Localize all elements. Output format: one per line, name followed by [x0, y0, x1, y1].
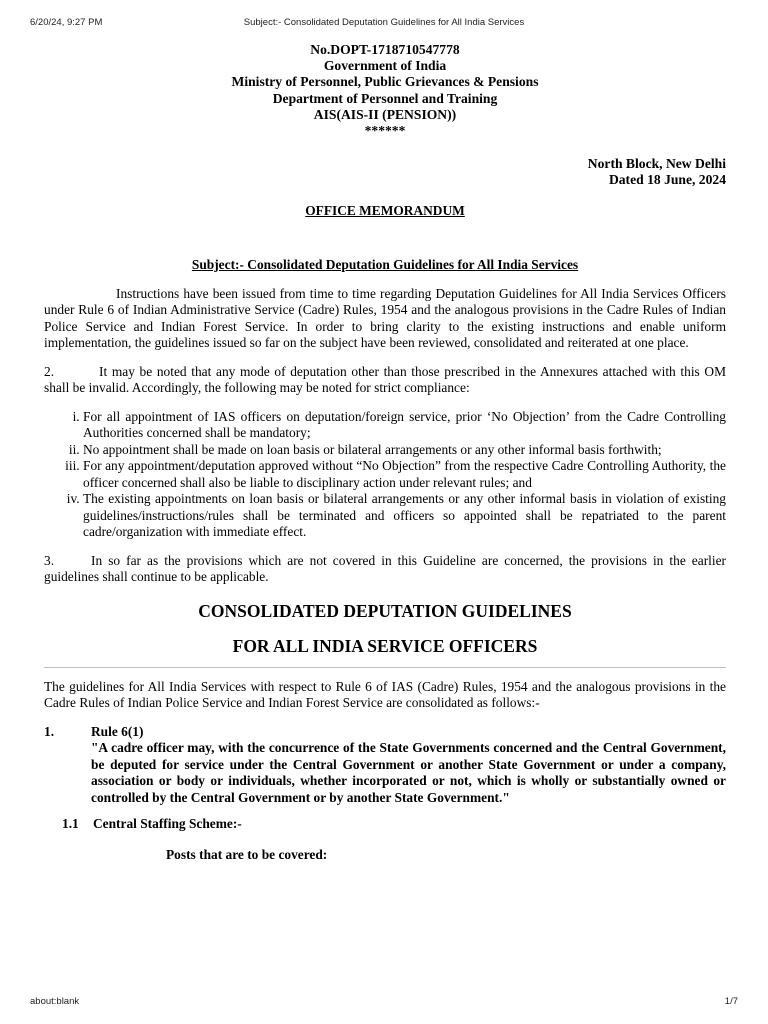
guidelines-subheading: FOR ALL INDIA SERVICE OFFICERS: [232, 635, 538, 656]
section-1-1-title: Central Staffing Scheme:-: [93, 816, 242, 832]
letterhead: [44, 42, 726, 139]
rule-title: Rule 6(1): [91, 723, 144, 739]
rule-quote: "A cadre officer may, with the concurrence of the State Governments concerned and the Central Government, be deputed for service under the Central Government or another State Government or under a company, association or body or individuals, whether incorporated or not, which is wholly or substantially owned or controlled by the Central Government or by another State Government.": [91, 740, 726, 805]
paragraph-3-number: 3.: [44, 552, 55, 568]
paragraph-3-text: In so far as the provisions which are not covered in this Guideline are concerned, the provisions in the earlier guidelines shall continue to be applicable.: [44, 552, 726, 585]
date: Dated 18 June, 2024: [608, 172, 726, 188]
document-number: No.DOPT-1718710547778: [310, 42, 460, 57]
print-page-title: Subject:- Consolidated Deputation Guidelines for All India Services: [243, 17, 525, 28]
print-footer: [0, 996, 768, 1010]
divider: [44, 667, 726, 668]
compliance-item: iii. For any appointment/deputation approved without “No Objection” from the respective Cadre Controlling Authority, the officer concerned shall also be liable to disciplinary action under relevant rules; and: [83, 458, 726, 491]
print-url: about:blank: [30, 996, 80, 1007]
paragraph-2-text: It may be noted that any mode of deputation other than those prescribed in the Annexures attached with this OM shall be invalid. Accordingly, the following may be noted for strict compliance:: [44, 363, 726, 396]
rule-number: 1.: [44, 723, 55, 739]
print-header: [0, 17, 768, 31]
compliance-item: iv. The existing appointments on loan basis or bilateral arrangements or any other informal basis in violation of existing guidelines/instructions/rules shall be terminated and officers so appointed shall be repatriated to the parent cadre/organization with immediate effect.: [83, 491, 726, 541]
rule-6-1: [44, 724, 726, 807]
compliance-item: ii. No appointment shall be made on loan basis or bilateral arrangements or any other informal basis forthwith;: [83, 442, 726, 459]
guidelines-intro: The guidelines for All India Services with respect to Rule 6 of IAS (Cadre) Rules, 1954 and the analogous provisions in the Cadre Rules of Indian Police Service and Indian Forest Service are consolidated as follows:-: [44, 678, 726, 711]
section-1-1: [62, 816, 726, 833]
guidelines-heading: CONSOLIDATED DEPUTATION GUIDELINES: [198, 600, 572, 621]
paragraph-1: Instructions have been issued from time to time regarding Deputation Guidelines for All India Services Officers under Rule 6 of Indian Administrative Service (Cadre) Rules, 1954 and the analogous provisions in the Cadre Rules of Indian Police Service and Indian Forest Service. In order to bring clarity to the existing instructions and enable uniform implementation, the guidelines issued so far on the subject have been reviewed, consolidated and reiterated at one place.: [44, 285, 726, 351]
letterhead-government: Government of India: [323, 58, 447, 74]
letterhead-department: Department of Personnel and Training: [272, 90, 498, 106]
subject-line: Subject:- Consolidated Deputation Guidelines for All India Services: [191, 257, 579, 273]
paragraph-3: [44, 553, 726, 586]
office-memorandum-title: OFFICE MEMORANDUM: [305, 202, 465, 218]
document-page: [44, 42, 726, 863]
paragraph-2-number: 2.: [44, 363, 55, 379]
print-page-count: 1/7: [724, 996, 738, 1007]
letterhead-stars: ******: [364, 123, 406, 139]
place-date: [44, 156, 726, 188]
print-datetime: 6/20/24, 9:27 PM: [30, 17, 103, 28]
compliance-list: [44, 409, 726, 541]
paragraph-2: [44, 364, 726, 397]
place: North Block, New Delhi: [587, 156, 726, 172]
letterhead-section: AIS(AIS-II (PENSION)): [313, 106, 457, 122]
letterhead-ministry: Ministry of Personnel, Public Grievances & Pensions: [231, 74, 539, 90]
compliance-item: i. For all appointment of IAS officers on deputation/foreign service, prior ‘No Objection’ from the Cadre Controlling Authorities concerned shall be mandatory;: [83, 409, 726, 442]
section-1-1-number: 1.1: [62, 816, 79, 832]
posts-heading: Posts that are to be covered:: [166, 846, 328, 862]
